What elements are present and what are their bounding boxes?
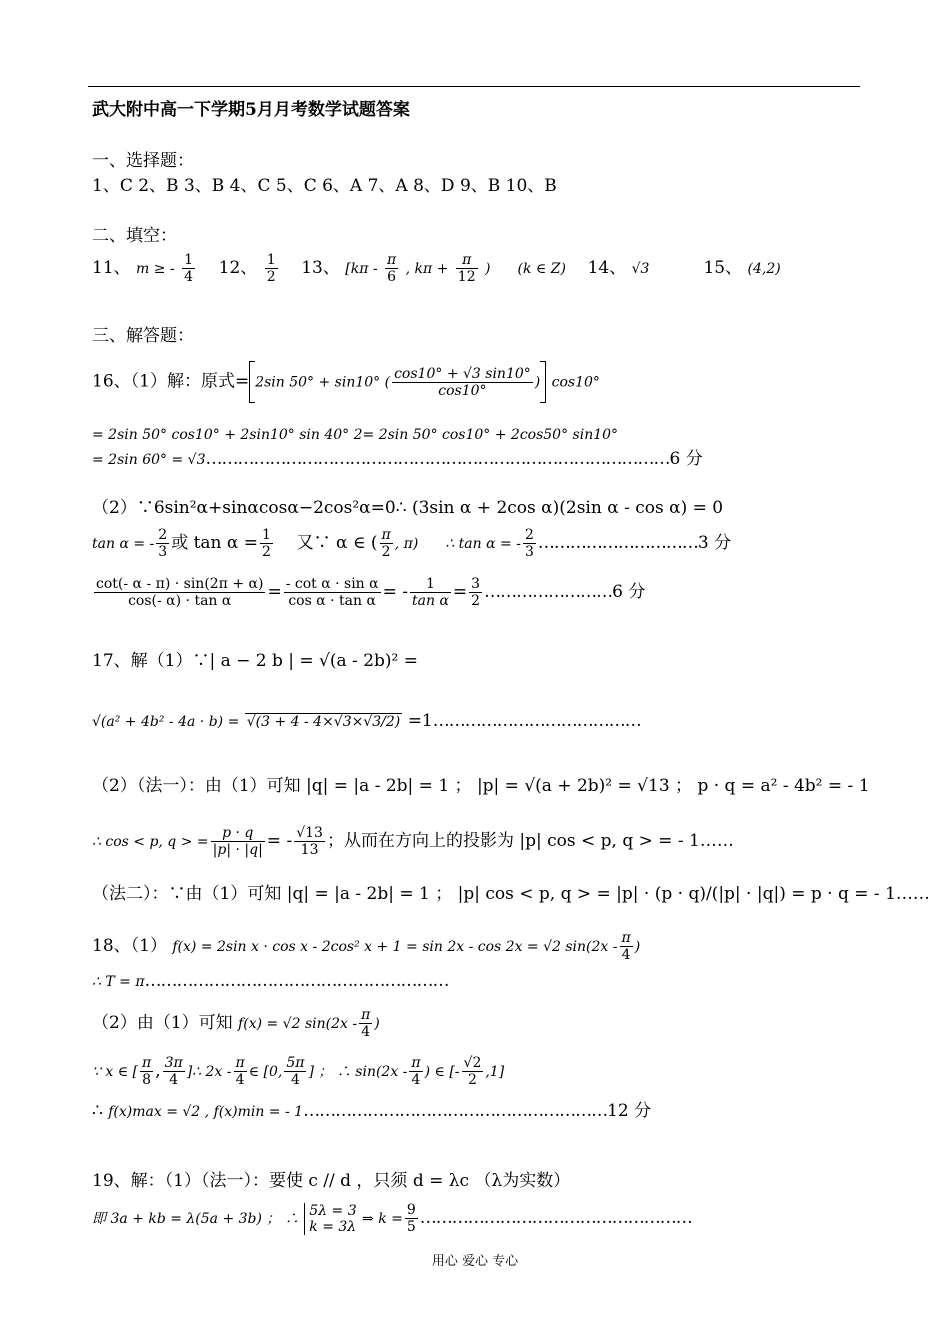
frac: $\frac{2}{3}$ <box>158 527 168 560</box>
frac: $\frac{√13}{13}$ <box>296 825 323 858</box>
frac: $\frac{\pi}{4}$ <box>235 1055 245 1088</box>
frac: $\frac{\pi}{4}$ <box>621 930 631 963</box>
q17-line1: 17、解（1）∵| a − 2 b | = √(a - 2b)² = <box>92 651 418 671</box>
q18-2-line2: ∵ x ∈ [ $\frac{\pi}{8}$ , $\frac{3\pi}{4}$ ]∴ 2x - $\frac{\pi}{4}$ ∈ [0, $\frac{5\pi}{4}$ ] ； ∴ sin(2x - $\frac{\pi}{4}$ ) ∈ [- $\frac{√2}{2}$ ,1] <box>92 1055 505 1088</box>
frac: $\frac{\cot(- \alpha - \pi) \cdot \sin(2\pi + \alpha)}{\text{cos(- α) · tan α}}$ <box>96 576 264 609</box>
page-footer: 用心 爱心 专心 <box>431 1254 519 1269</box>
q16-line1: 16、（1）解：原式= 2sin 50° + sin10° ( $\frac{\cos 10^\circ + √3 \sin 10^\circ}{\cos 10^\circ}$ ) cos10° <box>92 361 600 403</box>
q17-line2: √(a² + 4b² - 4a · b) = √(3 + 4 - 4×√3×√3/2) =1………………………………… <box>92 711 641 731</box>
q18-2-line1: （2）由（1）可知 f(x) = √2 sin(2x - $\frac{\pi}{4}$ ) <box>92 1007 380 1040</box>
equation-system: 5λ = 3 k = 3λ <box>304 1203 356 1235</box>
section2-answers: 11、 m ≥ - $\frac{1}{4}$ 12、 $\frac{1}{2}$ 13、 [kπ - $\frac{\pi}{6}$ , kπ + $\frac{\pi}{12}$ ) (k ∈ Z) 14、 √3 15、 (4,2) <box>92 252 781 285</box>
q16-2-line3: $\frac{\cot(- \alpha - \pi) \cdot \sin(2\pi + \alpha)}{\text{cos(- α) · tan α}}$ = $\frac{\text{- cot α · sin α}}{\text{cos α · tan α}}$ = - $\frac{1}{\text{tan α}}$ = $\frac{3}{2}$ ……………………6 分 <box>96 576 646 609</box>
frac: $\frac{\pi}{4}$ <box>411 1055 421 1088</box>
page-title: 武大附中高一下学期5月月考数学试题答案 <box>92 100 410 120</box>
frac: $\frac{3\pi}{4}$ <box>164 1055 183 1088</box>
frac: $\frac{2}{3}$ <box>524 527 534 560</box>
frac: $\frac{9}{5}$ <box>406 1202 416 1235</box>
frac: $\frac{\text{- cot α · sin α}}{\text{cos α · tan α}}$ <box>285 576 379 609</box>
section3-heading: 三、解答题： <box>92 326 194 346</box>
q17-2-line1: （2）（法一）：由（1）可知 |q| = |a - 2b| = 1 ； |p| = √(a + 2b)² = √13 ； p · q = a² - 4b² = - 1 <box>92 776 870 796</box>
q16-2-line2: tan α = - $\frac{2}{3}$ 或 tan α = $\frac{1}{2}$ 又∵ α ∈ ( $\frac{\pi}{2}$ , π) ∴ tan α = - $\frac{2}{3}$ …………………………3 分 <box>92 527 732 560</box>
frac: $\frac{\pi}{8}$ <box>141 1055 152 1088</box>
frac: $\frac{1}{2}$ <box>262 527 271 560</box>
section2-heading: 二、填空： <box>92 226 177 246</box>
frac: $\frac{3}{2}$ <box>471 576 481 609</box>
q17-2-line3: （法二）：∵由（1）可知 |q| = |a - 2b| = 1 ； |p| cos < p, q > = |p| · (p · q)/(|p| · |q|) = p · q = - 1…… <box>92 884 930 904</box>
q16-line2: = 2sin 50° cos10° + 2sin10° sin 40° 2= 2sin 50° cos10° + 2cos50° sin10° <box>92 427 619 443</box>
section1-answers: 1、C 2、B 3、B 4、C 5、C 6、A 7、A 8、D 9、B 10、B <box>92 176 557 196</box>
frac: $\frac{\pi}{2}$ <box>381 527 391 560</box>
frac: $\frac{5\pi}{4}$ <box>286 1055 305 1088</box>
q18-2-line3: ∴ f(x)max = √2 , f(x)min = - 1…………………………………………………12 分 <box>92 1101 652 1121</box>
section1-heading: 一、选择题： <box>92 151 194 171</box>
q16-2-line1: （2）∵6sin²α+sinαcosα−2cos²α=0∴ (3sin α + 2cos α)(2sin α - cos α) = 0 <box>92 498 724 518</box>
q17-2-line2: ∴ cos < p, q > = $\frac{p \cdot q}{|p| \cdot |q|}$ = - $\frac{√13}{13}$ ；从而在方向上的投影为 |p| cos < p, q > = - 1…… <box>92 825 734 858</box>
q16-line3: = 2sin 60° = √3……………………………………………………………………………6 分 <box>92 449 703 469</box>
top-rule <box>88 86 860 87</box>
frac: $\frac{\pi}{6}$ <box>387 252 397 285</box>
q18-line1: 18、（1） f(x) = 2sin x · cos x - 2cos² x + 1 = sin 2x - cos 2x = √2 sin(2x - $\frac{\pi}{4}$ ) <box>92 930 641 963</box>
q18-line2: ∴ T = π………………………………………………… <box>92 971 449 991</box>
frac: $\frac{1}{4}$ <box>184 252 194 285</box>
q19-line1: 19、解：（1）（法一）：要使 c // d ，只须 d = λc （λ为实数） <box>92 1171 571 1191</box>
frac: $\frac{1}{\text{tan α}}$ <box>412 576 449 609</box>
frac: $\frac{\pi}{4}$ <box>361 1007 371 1040</box>
frac: $\frac{\cos 10^\circ + √3 \sin 10^\circ}{\cos 10^\circ}$ <box>394 365 531 399</box>
frac: $\frac{1}{2}$ <box>266 252 276 285</box>
frac: $\frac{p \cdot q}{|p| \cdot |q|}$ <box>212 825 263 858</box>
frac: $\frac{\pi}{12}$ <box>457 252 476 285</box>
q19-line2: 即 3a + kb = λ(5a + 3b) ； ∴ 5λ = 3 k = 3λ ⇒ k = $\frac{9}{5}$ …………………………………………… <box>92 1202 692 1235</box>
frac: $\frac{√2}{2}$ <box>463 1055 482 1088</box>
